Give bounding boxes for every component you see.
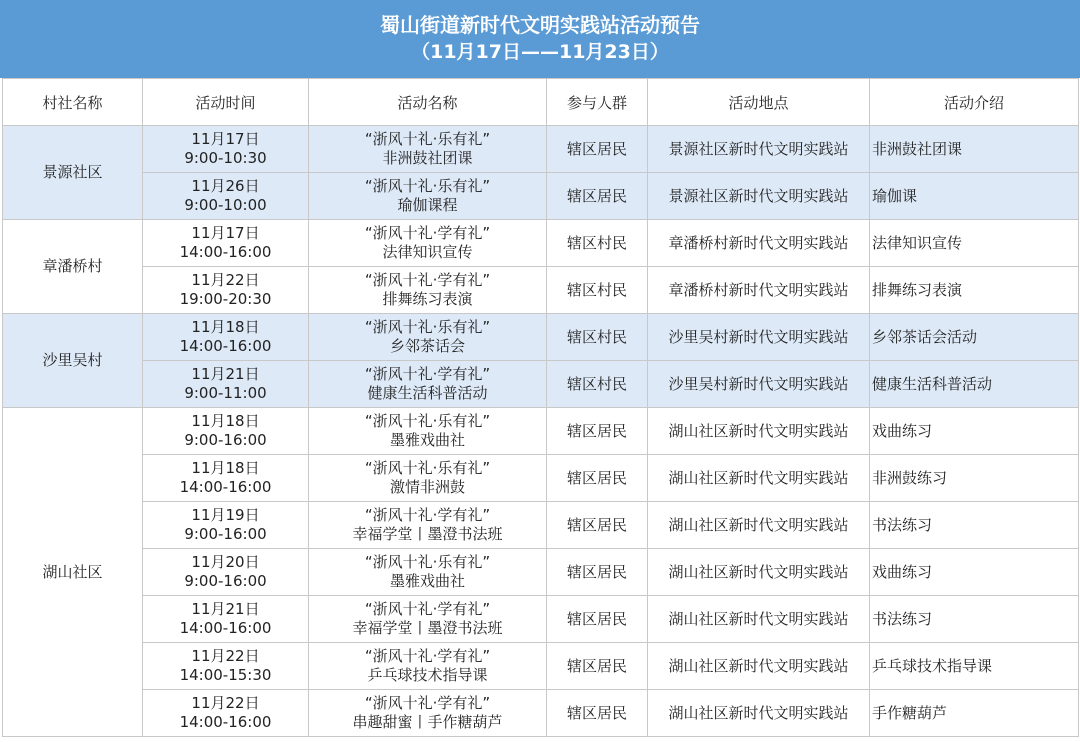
activity-name-cell xyxy=(309,455,547,502)
activity-series-text: “浙风十礼·学有礼” xyxy=(364,600,491,618)
activity-series-text: “浙风十礼·学有礼” xyxy=(364,365,491,383)
table-row xyxy=(3,361,1079,408)
date-text: 11月18日 xyxy=(191,412,260,430)
activity-series-text: “浙风十礼·乐有礼” xyxy=(364,553,491,571)
column-header-participants: 参与人群 xyxy=(547,79,648,126)
participants-cell: 辖区居民 xyxy=(547,596,648,643)
time-cell xyxy=(143,690,309,737)
intro-cell: 戏曲练习 xyxy=(870,408,1079,455)
intro-cell: 戏曲练习 xyxy=(870,549,1079,596)
activity-title-text: 激情非洲鼓 xyxy=(389,478,465,496)
time-cell xyxy=(143,220,309,267)
table-header-banner xyxy=(0,0,1080,78)
activity-series-text: “浙风十礼·乐有礼” xyxy=(364,318,491,336)
date-text: 11月17日 xyxy=(191,224,260,242)
column-header-time: 活动时间 xyxy=(143,79,309,126)
activity-name-cell xyxy=(309,643,547,690)
table-row xyxy=(3,220,1079,267)
participants-cell: 辖区居民 xyxy=(547,643,648,690)
table-row xyxy=(3,126,1079,173)
activity-series-text: “浙风十礼·学有礼” xyxy=(364,271,491,289)
time-cell xyxy=(143,549,309,596)
activity-table xyxy=(2,78,1079,737)
column-header-village: 村社名称 xyxy=(3,79,143,126)
date-text: 11月21日 xyxy=(191,600,260,618)
location-cell: 沙里吴村新时代文明实践站 xyxy=(648,314,870,361)
activity-name-cell xyxy=(309,267,547,314)
location-cell: 湖山社区新时代文明实践站 xyxy=(648,549,870,596)
time-cell xyxy=(143,455,309,502)
intro-cell: 乒乓球技术指导课 xyxy=(870,643,1079,690)
participants-cell: 辖区村民 xyxy=(547,361,648,408)
time-text: 9:00-10:00 xyxy=(184,196,267,214)
date-text: 11月26日 xyxy=(191,177,260,195)
activity-name-cell xyxy=(309,126,547,173)
table-row xyxy=(3,502,1079,549)
time-text: 9:00-10:30 xyxy=(184,149,267,167)
activity-series-text: “浙风十礼·学有礼” xyxy=(364,506,491,524)
location-cell: 湖山社区新时代文明实践站 xyxy=(648,690,870,737)
activity-series-text: “浙风十礼·学有礼” xyxy=(364,224,491,242)
time-text: 9:00-11:00 xyxy=(184,384,267,402)
location-cell: 景源社区新时代文明实践站 xyxy=(648,126,870,173)
activity-title-text: 串趣甜蜜丨手作糖葫芦 xyxy=(352,713,503,731)
date-text: 11月17日 xyxy=(191,130,260,148)
table-row xyxy=(3,643,1079,690)
activity-title-text: 墨雅戏曲社 xyxy=(389,572,465,590)
time-text: 14:00-16:00 xyxy=(179,619,272,637)
date-text: 11月19日 xyxy=(191,506,260,524)
table-row xyxy=(3,596,1079,643)
activity-title-text: 墨雅戏曲社 xyxy=(389,431,465,449)
date-text: 11月21日 xyxy=(191,365,260,383)
participants-cell: 辖区居民 xyxy=(547,126,648,173)
time-cell xyxy=(143,408,309,455)
table-row xyxy=(3,173,1079,220)
time-cell xyxy=(143,502,309,549)
participants-cell: 辖区居民 xyxy=(547,690,648,737)
intro-cell: 排舞练习表演 xyxy=(870,267,1079,314)
activity-name-cell xyxy=(309,314,547,361)
time-text: 19:00-20:30 xyxy=(179,290,272,308)
time-text: 9:00-16:00 xyxy=(184,431,267,449)
intro-cell: 法律知识宣传 xyxy=(870,220,1079,267)
page-title: 蜀山街道新时代文明实践站活动预告 xyxy=(380,13,700,37)
intro-cell: 非洲鼓练习 xyxy=(870,455,1079,502)
participants-cell: 辖区村民 xyxy=(547,220,648,267)
activity-name-cell xyxy=(309,502,547,549)
activity-name-cell xyxy=(309,173,547,220)
page-subtitle: （11月17日——11月23日） xyxy=(411,41,669,63)
intro-cell: 书法练习 xyxy=(870,502,1079,549)
activity-name-cell xyxy=(309,549,547,596)
location-cell: 章潘桥村新时代文明实践站 xyxy=(648,267,870,314)
table-row xyxy=(3,690,1079,737)
participants-cell: 辖区村民 xyxy=(547,267,648,314)
column-header-activity-name: 活动名称 xyxy=(309,79,547,126)
time-cell xyxy=(143,596,309,643)
table-row xyxy=(3,314,1079,361)
activity-name-cell xyxy=(309,220,547,267)
activity-series-text: “浙风十礼·乐有礼” xyxy=(364,130,491,148)
participants-cell: 辖区居民 xyxy=(547,455,648,502)
activity-title-text: 排舞练习表演 xyxy=(382,290,473,308)
date-text: 11月22日 xyxy=(191,271,260,289)
time-text: 9:00-16:00 xyxy=(184,572,267,590)
activity-title-text: 非洲鼓社团课 xyxy=(382,149,473,167)
time-text: 14:00-16:00 xyxy=(179,337,272,355)
intro-cell: 乡邻茶话会活动 xyxy=(870,314,1079,361)
activity-title-text: 乒乓球技术指导课 xyxy=(367,666,488,684)
location-cell: 沙里吴村新时代文明实践站 xyxy=(648,361,870,408)
intro-cell: 健康生活科普活动 xyxy=(870,361,1079,408)
date-text: 11月22日 xyxy=(191,647,260,665)
date-text: 11月22日 xyxy=(191,694,260,712)
time-cell xyxy=(143,314,309,361)
activity-title-text: 瑜伽课程 xyxy=(397,196,458,214)
activity-title-text: 乡邻茶话会 xyxy=(389,337,465,355)
date-text: 11月18日 xyxy=(191,459,260,477)
activity-series-text: “浙风十礼·学有礼” xyxy=(364,647,491,665)
time-cell xyxy=(143,361,309,408)
time-cell xyxy=(143,267,309,314)
location-cell: 章潘桥村新时代文明实践站 xyxy=(648,220,870,267)
activity-title-text: 法律知识宣传 xyxy=(382,243,473,261)
date-text: 11月18日 xyxy=(191,318,260,336)
time-text: 14:00-16:00 xyxy=(179,713,272,731)
intro-cell: 手作糖葫芦 xyxy=(870,690,1079,737)
activity-series-text: “浙风十礼·乐有礼” xyxy=(364,412,491,430)
column-header-intro: 活动介绍 xyxy=(870,79,1079,126)
activity-name-cell xyxy=(309,596,547,643)
village-name-cell: 章潘桥村 xyxy=(3,220,143,314)
time-cell xyxy=(143,173,309,220)
activity-series-text: “浙风十礼·乐有礼” xyxy=(364,459,491,477)
location-cell: 湖山社区新时代文明实践站 xyxy=(648,408,870,455)
time-cell xyxy=(143,643,309,690)
activity-series-text: “浙风十礼·学有礼” xyxy=(364,694,491,712)
activity-name-cell xyxy=(309,361,547,408)
time-text: 14:00-15:30 xyxy=(179,666,272,684)
time-text: 14:00-16:00 xyxy=(179,243,272,261)
date-text: 11月20日 xyxy=(191,553,260,571)
participants-cell: 辖区居民 xyxy=(547,502,648,549)
participants-cell: 辖区村民 xyxy=(547,314,648,361)
activity-title-text: 健康生活科普活动 xyxy=(367,384,488,402)
activity-series-text: “浙风十礼·乐有礼” xyxy=(364,177,491,195)
location-cell: 景源社区新时代文明实践站 xyxy=(648,173,870,220)
location-cell: 湖山社区新时代文明实践站 xyxy=(648,455,870,502)
participants-cell: 辖区居民 xyxy=(547,173,648,220)
time-text: 14:00-16:00 xyxy=(179,478,272,496)
activity-name-cell xyxy=(309,408,547,455)
intro-cell: 非洲鼓社团课 xyxy=(870,126,1079,173)
village-name-cell: 景源社区 xyxy=(3,126,143,220)
intro-cell: 瑜伽课 xyxy=(870,173,1079,220)
header-row xyxy=(3,79,1079,126)
activity-title-text: 幸福学堂丨墨澄书法班 xyxy=(352,619,503,637)
village-name-cell: 沙里吴村 xyxy=(3,314,143,408)
table-row xyxy=(3,549,1079,596)
table-body xyxy=(3,126,1079,737)
activity-title-text: 幸福学堂丨墨澄书法班 xyxy=(352,525,503,543)
table-row xyxy=(3,455,1079,502)
location-cell: 湖山社区新时代文明实践站 xyxy=(648,502,870,549)
participants-cell: 辖区居民 xyxy=(547,408,648,455)
village-name-cell: 湖山社区 xyxy=(3,408,143,737)
activity-name-cell xyxy=(309,690,547,737)
participants-cell: 辖区居民 xyxy=(547,549,648,596)
column-header-location: 活动地点 xyxy=(648,79,870,126)
time-text: 9:00-16:00 xyxy=(184,525,267,543)
table-row xyxy=(3,267,1079,314)
location-cell: 湖山社区新时代文明实践站 xyxy=(648,643,870,690)
intro-cell: 书法练习 xyxy=(870,596,1079,643)
time-cell xyxy=(143,126,309,173)
table-row xyxy=(3,408,1079,455)
location-cell: 湖山社区新时代文明实践站 xyxy=(648,596,870,643)
